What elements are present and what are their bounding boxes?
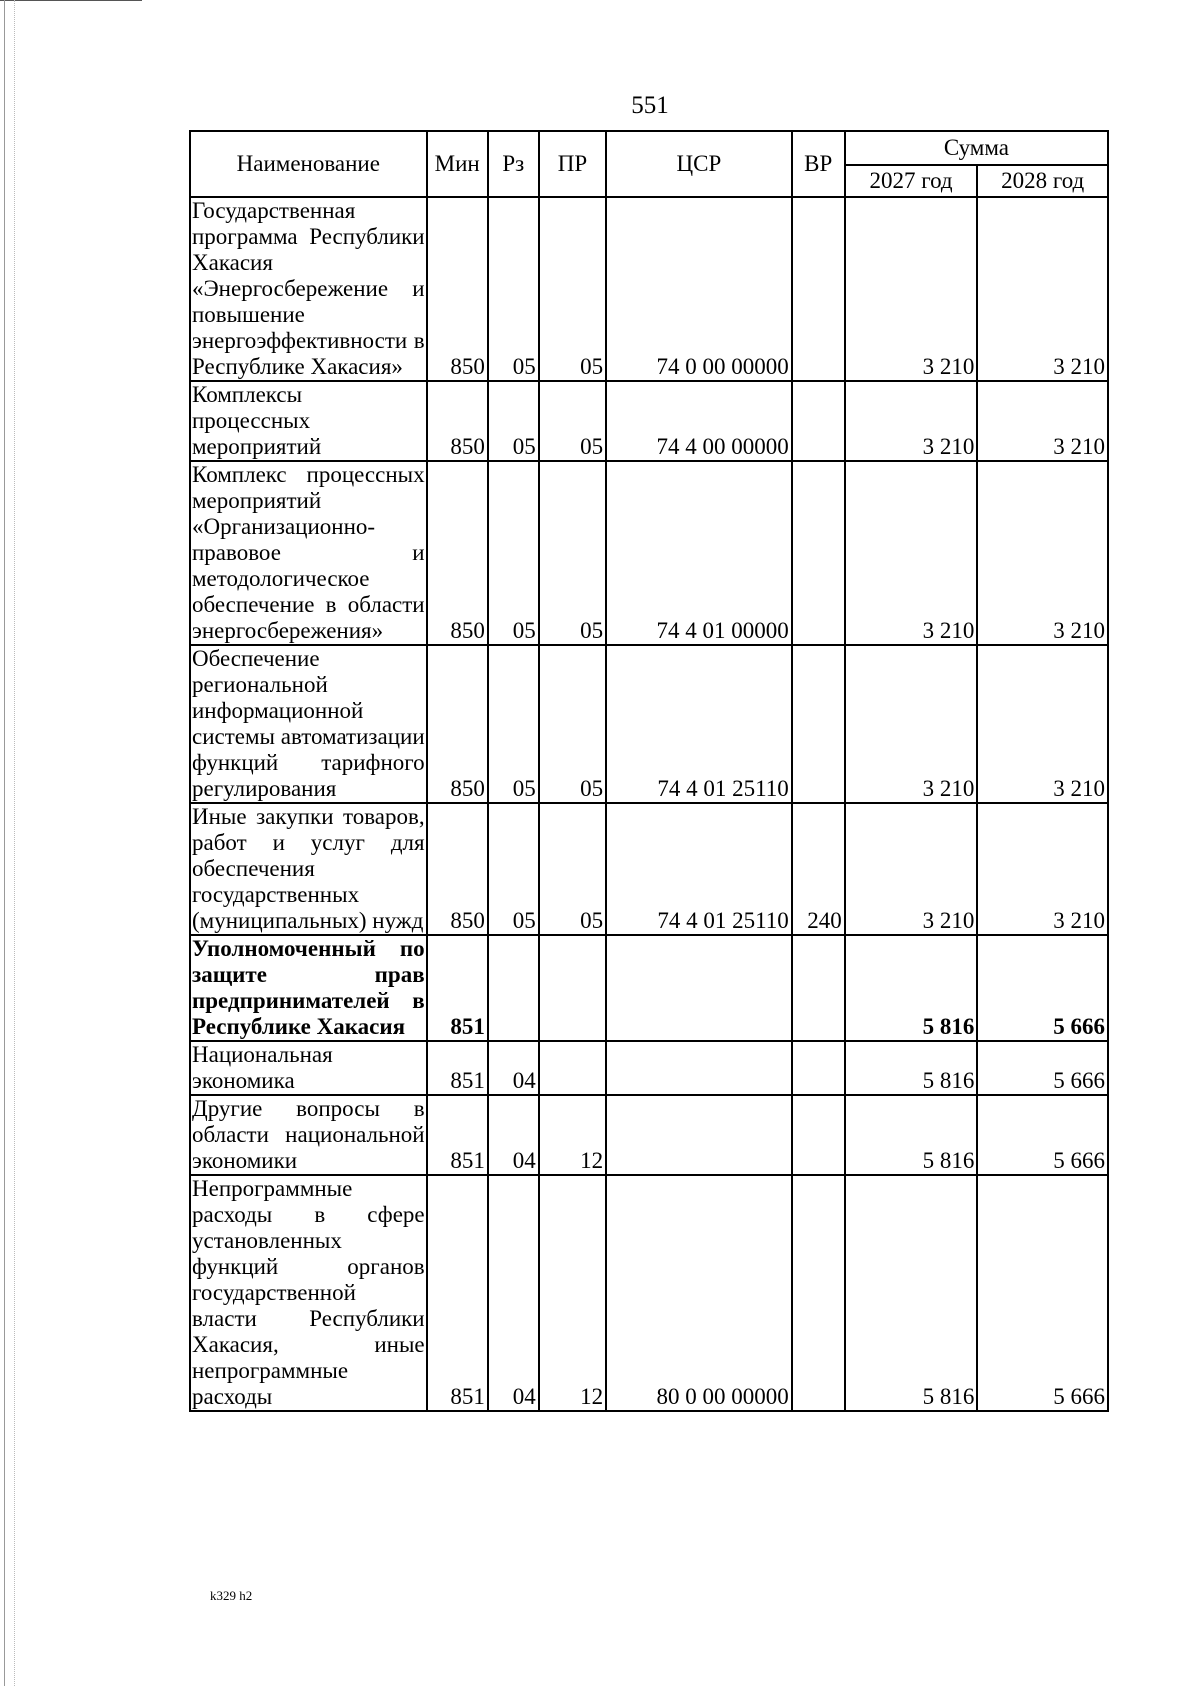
cell-pr: 05 [539,461,606,645]
cell-pr [539,1041,606,1095]
cell-y2027: 5 816 [845,935,978,1041]
table-row [190,803,1108,935]
cell-vr [792,645,845,803]
cell-vr [792,935,845,1041]
table-row [190,1095,1108,1175]
scan-left-edge [4,0,5,1686]
header-vr: ВР [792,131,845,197]
header-sum: Сумма [845,131,1108,165]
cell-vr [792,461,845,645]
cell-min: 851 [427,1041,488,1095]
cell-csr: 74 4 01 25110 [606,645,792,803]
cell-min: 850 [427,381,488,461]
footer-code: k329 h2 [210,1588,253,1603]
cell-csr [606,935,792,1041]
cell-csr [606,1041,792,1095]
cell-rz: 05 [488,803,539,935]
scan-left-edge-dotted [14,0,15,1686]
cell-y2027: 5 816 [845,1041,978,1095]
cell-min: 851 [427,1175,488,1411]
cell-name: Комплексы процессных мероприятий [190,381,427,461]
cell-pr: 12 [539,1095,606,1175]
cell-y2027: 3 210 [845,381,978,461]
header-csr: ЦСР [606,131,792,197]
cell-name: Государственная программа Республики Хакасия «Энергосбережение и повышение энергоэффективности в Республике Хакасия» [192,198,425,379]
cell-y2027: 3 210 [845,803,978,935]
cell-min: 851 [427,1095,488,1175]
cell-min: 850 [427,197,488,381]
table-row [190,645,1108,803]
cell-pr: 05 [539,803,606,935]
cell-y2028: 5 666 [977,935,1108,1041]
cell-rz: 05 [488,461,539,645]
cell-vr [792,1175,845,1411]
cell-vr: 240 [792,803,845,935]
cell-pr [539,935,606,1041]
cell-csr: 74 4 01 25110 [606,803,792,935]
cell-pr: 12 [539,1175,606,1411]
cell-name: Обеспечение региональной информационной системы автоматизации функций тарифного регулирования [192,646,425,801]
cell-y2027: 3 210 [845,197,978,381]
cell-min: 851 [427,935,488,1041]
cell-rz: 04 [488,1095,539,1175]
cell-y2028: 3 210 [977,381,1108,461]
cell-rz: 05 [488,197,539,381]
cell-y2028: 3 210 [977,197,1108,381]
header-pr: ПР [539,131,606,197]
cell-y2028: 3 210 [977,803,1108,935]
cell-rz: 04 [488,1175,539,1411]
cell-rz: 04 [488,1041,539,1095]
cell-y2028: 3 210 [977,461,1108,645]
cell-name: Национальная экономика [190,1041,427,1095]
cell-min: 850 [427,645,488,803]
cell-y2028: 5 666 [977,1041,1108,1095]
cell-name: Иные закупки товаров, работ и услуг для обеспечения государственных (муниципальных) нужд [192,804,425,933]
cell-rz: 05 [488,381,539,461]
table-row [190,1175,1108,1411]
cell-y2028: 5 666 [977,1095,1108,1175]
cell-pr: 05 [539,197,606,381]
cell-csr: 74 0 00 00000 [606,197,792,381]
header-rz: Рз [488,131,539,197]
cell-min: 850 [427,461,488,645]
cell-csr: 80 0 00 00000 [606,1175,792,1411]
cell-y2027: 3 210 [845,645,978,803]
cell-csr [606,1095,792,1175]
cell-name: Уполномоченный по защите прав предпринимателей в Республике Хакасия [192,936,425,1039]
cell-min: 850 [427,803,488,935]
cell-rz [488,935,539,1041]
cell-name: Другие вопросы в области национальной экономики [192,1096,425,1173]
table-row [190,935,1108,1041]
cell-vr [792,381,845,461]
table-row [190,197,1108,381]
cell-name: Непрограммные расходы в сфере установленных функций органов государственной власти Республики Хакасия, иные непрограммные расходы [192,1176,425,1409]
cell-vr [792,1041,845,1095]
header-2028: 2028 год [977,165,1108,197]
header-name: Наименование [190,131,427,197]
cell-pr: 05 [539,645,606,803]
cell-name: Комплекс процессных мероприятий «Организационно-правовое и методологическое обеспечение в области энергосбережения» [192,462,425,643]
cell-csr: 74 4 01 00000 [606,461,792,645]
cell-y2028: 3 210 [977,645,1108,803]
cell-rz: 05 [488,645,539,803]
cell-pr: 05 [539,381,606,461]
cell-y2027: 3 210 [845,461,978,645]
header-2027: 2027 год [845,165,978,197]
table-row [190,381,1108,461]
scan-edge-line [0,0,142,1]
cell-vr [792,197,845,381]
header-min: Мин [427,131,488,197]
table-row [190,461,1108,645]
cell-y2027: 5 816 [845,1175,978,1411]
table-row [190,1041,1108,1095]
table-body [190,197,1108,1411]
cell-y2028: 5 666 [977,1175,1108,1411]
cell-vr [792,1095,845,1175]
budget-table [189,130,1109,1412]
page-number: 551 [631,92,669,119]
cell-y2027: 5 816 [845,1095,978,1175]
cell-csr: 74 4 00 00000 [606,381,792,461]
